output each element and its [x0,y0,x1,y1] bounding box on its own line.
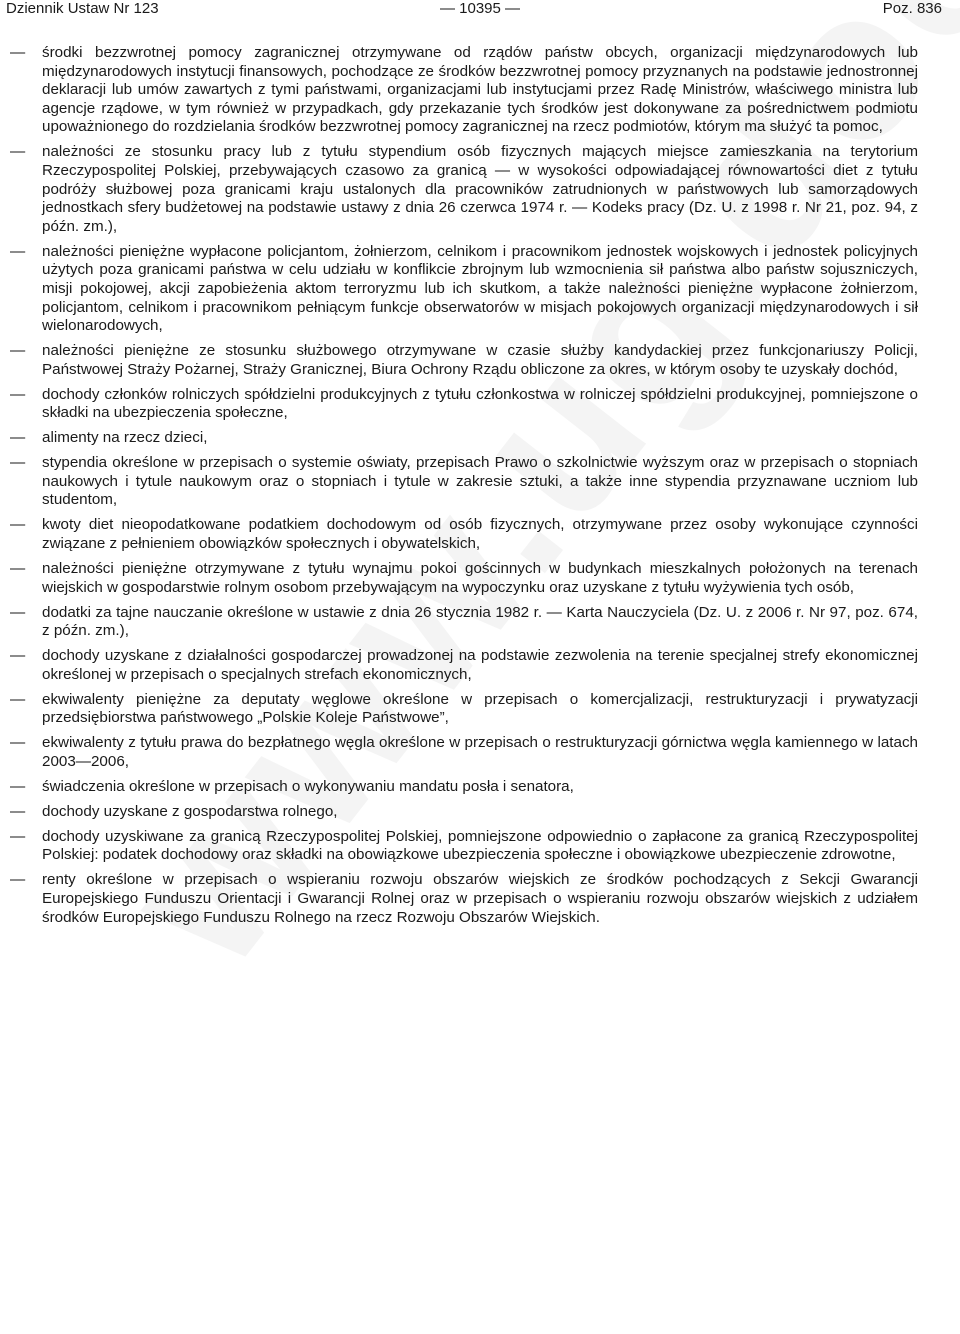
list-item [10,386,918,423]
list-item [10,454,918,510]
list-item-text: należności ze stosunku pracy lub z tytułu stypendium osób fizycznych mających miejsce zamieszkania na terytorium Rzeczypospolitej Polskiej, przebywających czasowo za granicą — w wysokości odpowiadającej równowartości diet z tytułu podróży służbowej poza granicami kraju ustalonych dla pracowników zatrudnionych w państwowych lub samorządowych jednostkach sfery budżetowej na podstawie ustawy z dnia 26 czerwca 1974 r. — Kodeks pracy (Dz. U. z 1998 r. Nr 21, poz. 94, z późn. zm.), [42,143,918,235]
list-item [10,691,918,728]
page-number: — 10395 — [439,0,521,17]
dash-bullet: — [10,429,26,447]
dash-bullet: — [10,242,26,260]
dash-bullet: — [10,143,26,161]
dash-bullet: — [10,385,26,403]
dash-bullet: — [10,827,26,845]
dash-bullet: — [10,559,26,577]
dash-bullet: — [10,777,26,795]
list-item-text: należności pieniężne wypłacone policjantom, żołnierzom, celnikom i pracownikom jednostek wojskowych i jednostek policyjnych użytych poza granicami państwa w celu udziału w konflikcie zbrojnym lub wzmocnienia sił państwa albo państw sojuszniczych, misji pokojowej, akcji zapobieżenia aktom terroryzmu lub ich skutkom, a także należności pieniężne wypłacone żołnierzom, policjantom, celnikom i pracownikom pełniącym funkcje obserwatorów w misjach pokojowych organizacji międzynarodowych i sił wielonarodowych, [42,242,918,335]
list-item-text: alimenty na rzecz dzieci, [42,429,208,447]
list-item [10,44,918,137]
list-item [10,871,918,927]
document-body [10,44,918,934]
list-item [10,778,918,797]
dash-bullet: — [10,871,26,889]
list-item-text: dochody członków rolniczych spółdzielni produkcyjnych z tytułu członkostwa w rolniczej spółdzielni produkcyjnej, pomniejszone o składki na ubezpieczenia społeczne, [42,385,918,422]
list-item [10,429,918,448]
list-item-text: należności pieniężne otrzymywane z tytułu wynajmu pokoi gościnnych w budynkach mieszkalnych położonych na terenach wiejskich w gospodarstwie rolnym osobom przebywającym na wypoczynku oraz uzyskane z tytułu wyżywienia tych osób, [42,559,918,596]
dash-bullet: — [10,647,26,665]
page-header [0,0,960,24]
dash-bullet: — [10,802,26,820]
dash-bullet: — [10,454,26,472]
list-item-text: środki bezzwrotnej pomocy zagranicznej otrzymywane od rządów państw obcych, organizacji międzynarodowych lub międzynarodowych instytucji finansowych, pochodzące ze środków bezzwrotnej pomocy przyznanych na podstawie jednostronnej deklaracji lub umów zawartych z tymi państwami, organizacjami lub instytucjami przez Radę Ministrów, właściwego ministra lub agencje rządowe, w tym również w przypadkach, gdy przekazanie tych środków jest dokonywane za pośrednictwem podmiotu upoważnionego do rozdzielania środków bezzwrotnej pomocy zagranicznej na rzecz podmiotów, którym ma służyć ta pomoc, [42,44,918,136]
list-item-text: dochody uzyskane z gospodarstwa rolnego, [42,802,338,820]
list-item-text: świadczenia określone w przepisach o wykonywaniu mandatu posła i senatora, [42,777,574,795]
dash-bullet: — [10,734,26,752]
list-item [10,342,918,379]
list-item-text: kwoty diet nieopodatkowane podatkiem dochodowym od osób fizycznych, otrzymywane przez osoby wykonujące czynności związane z pełnieniem obowiązków społecznych i obywatelskich, [42,516,918,552]
list-item [10,604,918,641]
journal-title: Dziennik Ustaw Nr 123 [6,0,159,17]
list-item [10,828,918,865]
list-item [10,734,918,771]
list-item [10,143,918,236]
dash-bullet: — [10,44,26,61]
dash-bullet: — [10,690,26,708]
list-item-text: dochody uzyskane z działalności gospodarczej prowadzonej na podstawie zezwolenia na terenie specjalnej strefy ekonomicznej określonej w przepisach o specjalnych strefach ekonomicznych, [42,647,918,683]
position-number: Poz. 836 [882,0,942,17]
list-item-text: ekwiwalenty z tytułu prawa do bezpłatnego węgla określone w przepisach o restrukturyzacji górnictwa węgla kamiennego w latach 2003—2006, [42,734,918,770]
list-item-text: dochody uzyskiwane za granicą Rzeczypospolitej Polskiej, pomniejszone odpowiednio o zapłacone za granicą Rzeczypospolitej Polskiej: podatek dochodowy oraz składki na obowiązkowe ubezpieczenia społeczne i obowiązkowe ubezpieczenie zdrowotne, [42,827,918,864]
list-item-text: dodatki za tajne nauczanie określone w ustawie z dnia 26 stycznia 1982 r. — Karta Nauczyciela (Dz. U. z 2006 r. Nr 97, poz. 674, z późn. zm.), [42,603,918,640]
list-item-text: renty określone w przepisach o wspieraniu rozwoju obszarów wiejskich ze środków pochodzących z Sekcji Gwarancji Europejskiego Funduszu Orientacji i Gwarancji Rolnej oraz w przepisach o wspieraniu rozwoju obszarów wiejskich z udziałem środków Europejskiego Funduszu Rolnego na rzecz Rozwoju Obszarów Wiejskich. [42,871,918,926]
dash-bullet: — [10,342,26,360]
dash-bullet: — [10,603,26,621]
list-item-text: ekwiwalenty pieniężne za deputaty węglowe określone w przepisach o komercjalizacji, restrukturyzacji i prywatyzacji przedsiębiorstwa państwowego „Polskie Koleje Państwowe”, [42,690,918,727]
dash-bullet: — [10,516,26,534]
list-item-text: stypendia określone w przepisach o systemie oświaty, przepisach Prawo o szkolnictwie wyższym oraz w przepisach o stopniach naukowych i tytule naukowym oraz o stopniach i tytule w zakresie sztuki, a także inne stypendia przyznawane uczniom lub studentom, [42,454,918,509]
list-item [10,560,918,597]
list-item [10,243,918,336]
list-item [10,647,918,684]
list-item [10,803,918,822]
list-item [10,516,918,553]
list-item-text: należności pieniężne ze stosunku służbowego otrzymywane w czasie służby kandydackiej przez funkcjonariuszy Policji, Państwowej Straży Pożarnej, Straży Granicznej, Biura Ochrony Rządu obliczone za okres, w którym osoby te uzyskały dochód, [42,342,918,378]
